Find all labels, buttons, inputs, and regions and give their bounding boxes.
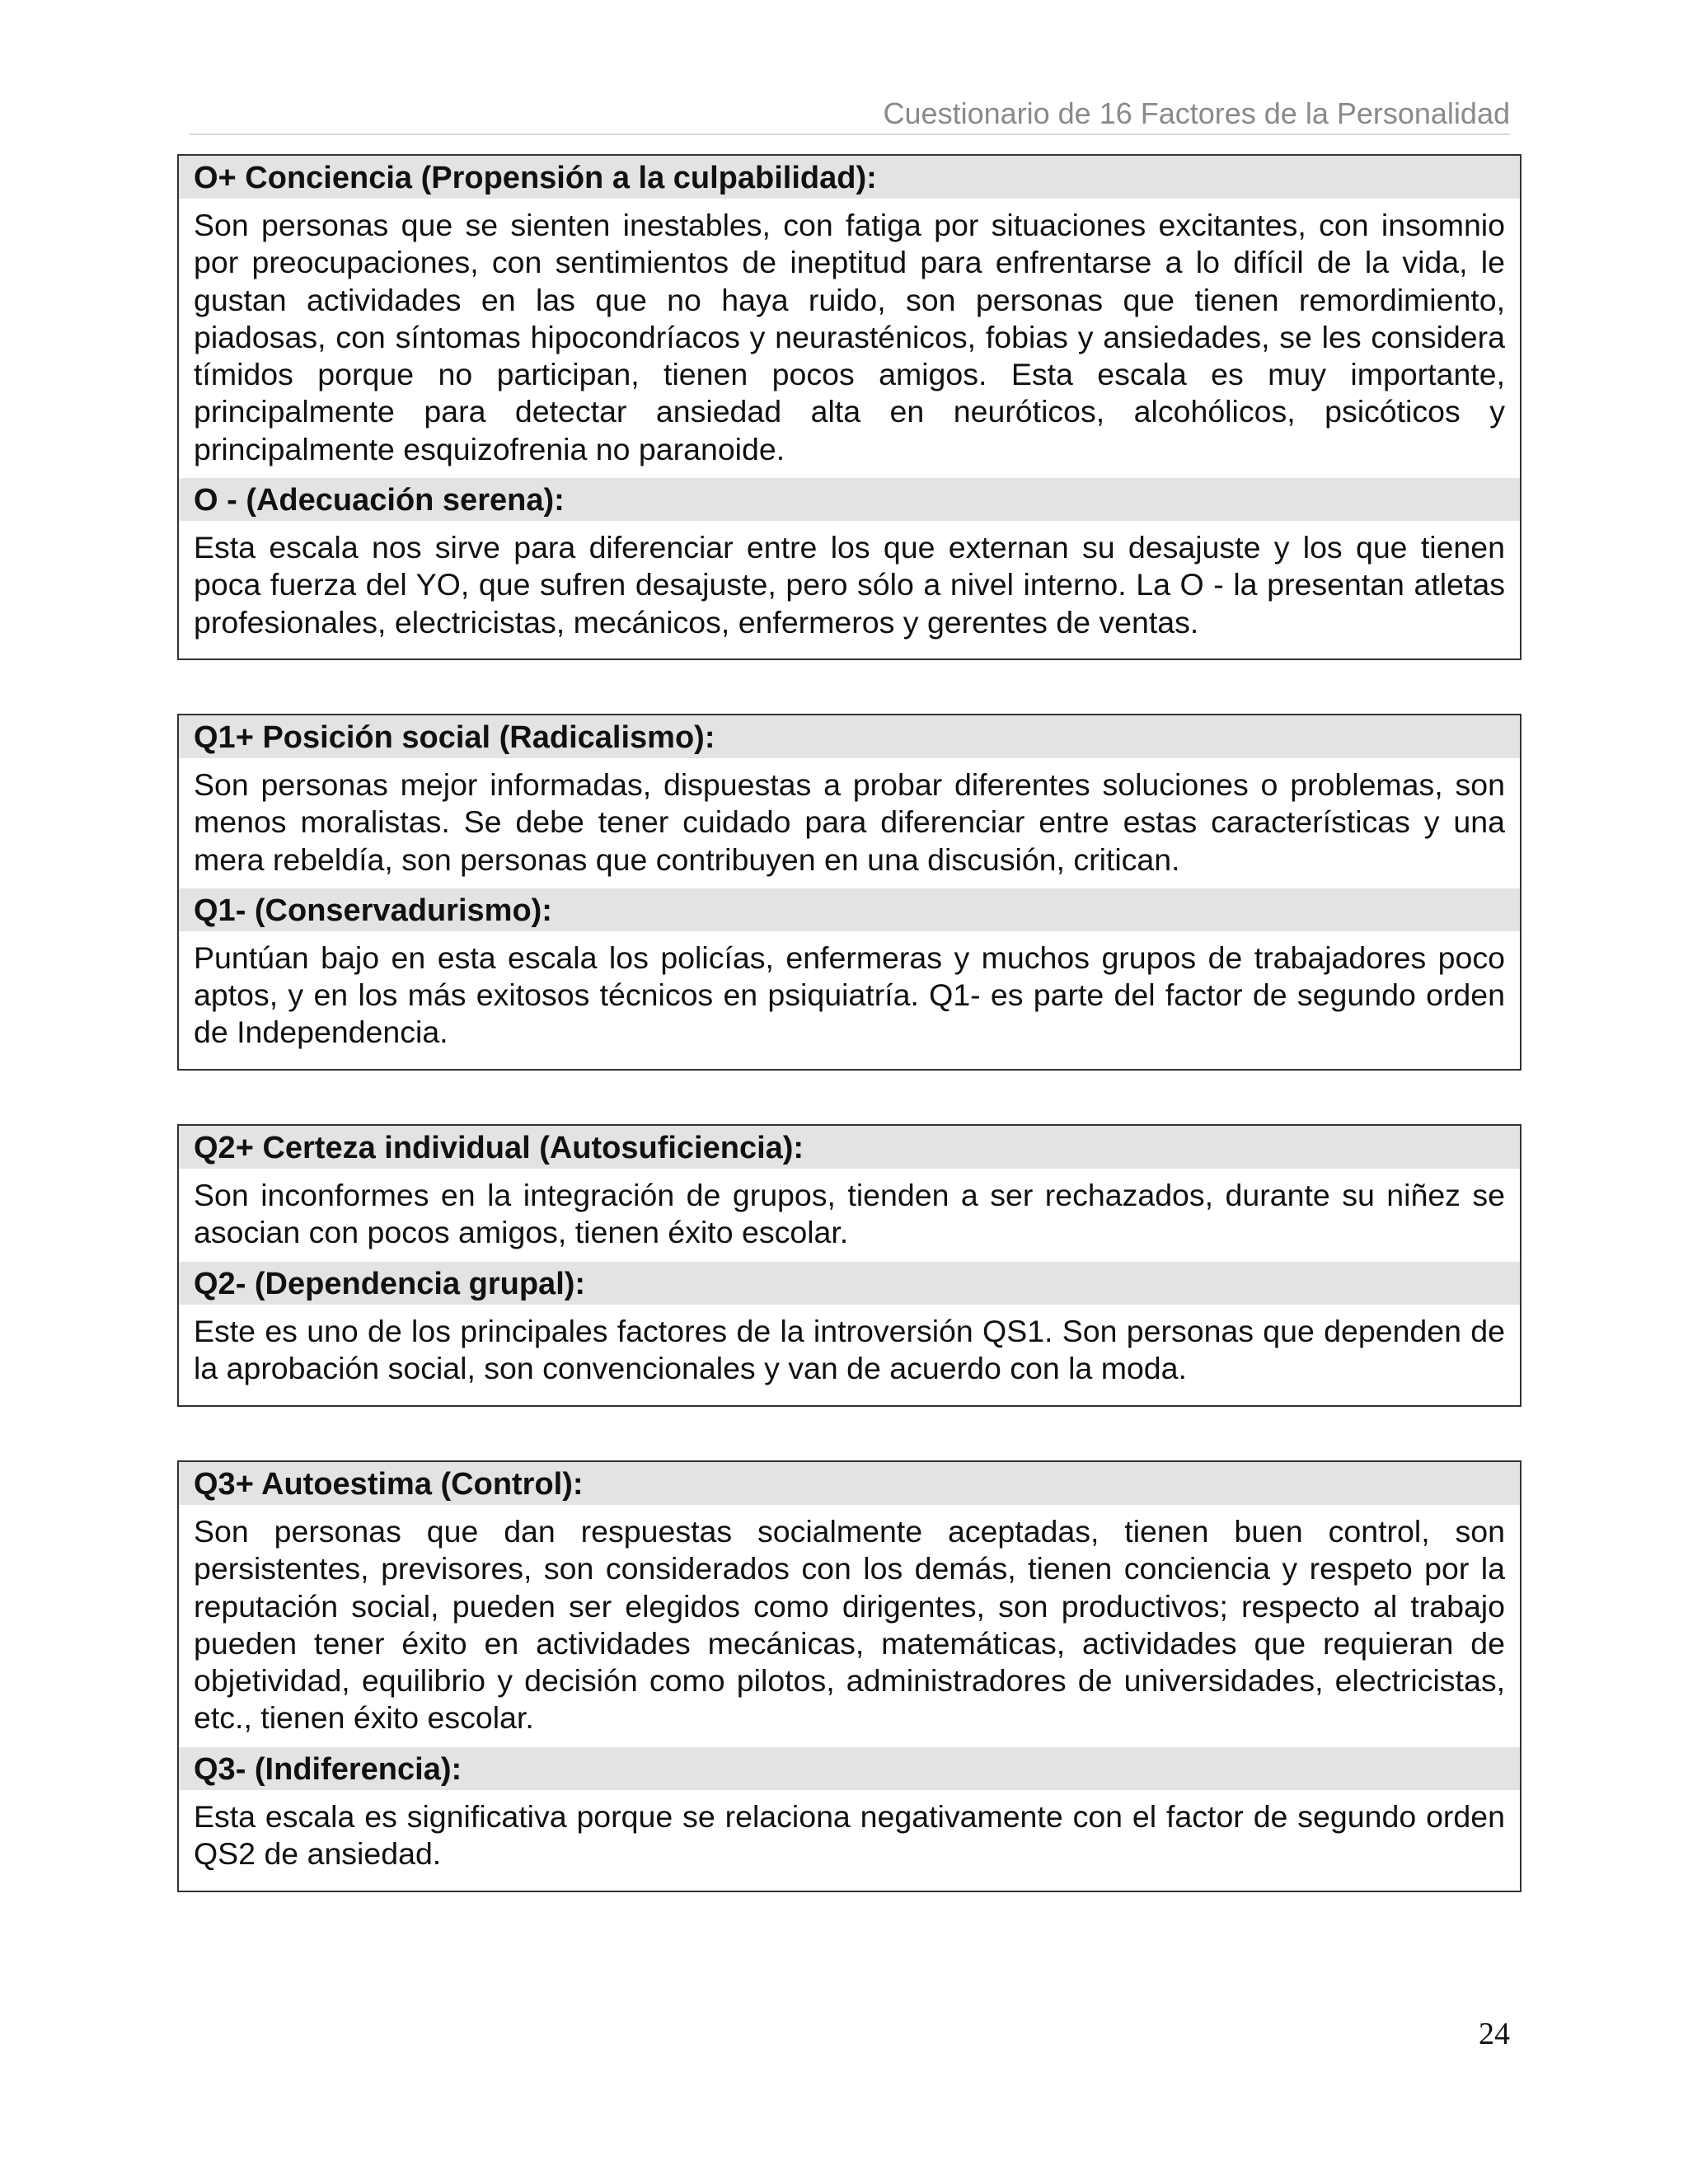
factor-text-q2-high: Son inconformes en la integración de grupos, tienden a ser rechazados, durante su niñez se asocian con pocos amigos, tienen éxito escolar. — [194, 1178, 1505, 1250]
page-number: 24 — [1479, 2017, 1510, 2051]
factor-box-q1 — [177, 714, 1522, 1071]
factor-heading-q1-high: Q1+ Posición social (Radicalismo): — [179, 715, 1520, 758]
factor-heading-q1-low: Q1- (Conservadurismo): — [179, 888, 1520, 931]
factor-text-q3-low: Esta escala es significativa porque se relaciona negativamente con el factor de segundo orden QS2 de ansiedad. — [194, 1798, 1505, 1872]
factor-heading-q2-high: Q2+ Certeza individual (Autosuficiencia): — [179, 1126, 1520, 1169]
factor-text-q1-low: Puntúan bajo en esta escala los policías, enfermeras y muchos grupos de trabajadores poco aptos, y en los más exitosos técnicos en psiquiatría. Q1- es parte del factor de segundo orden de Independencia. — [194, 940, 1505, 1050]
factor-heading-o-high: O+ Conciencia (Propensión a la culpabilidad): — [179, 156, 1520, 199]
factor-heading-q2-low: Q2- (Dependencia grupal): — [179, 1262, 1520, 1305]
factor-box-o — [177, 154, 1522, 660]
factor-box-q3 — [177, 1460, 1522, 1892]
running-header: Cuestionario de 16 Factores de la Personalidad — [883, 96, 1510, 130]
factor-heading-o-low: O - (Adecuación serena): — [179, 478, 1520, 521]
factor-box-q2 — [177, 1124, 1522, 1407]
factor-text-o-low: Esta escala nos sirve para diferenciar entre los que externan su desajuste y los que tienen poca fuerza del YO, que sufren desajuste, pero sólo a nivel interno. La O - la presentan atletas profesionales, electricistas, mecánicos, enfermeros y gerentes de ventas. — [194, 530, 1505, 640]
factor-text-q1-high: Son personas mejor informadas, dispuestas a probar diferentes soluciones o problemas, son menos moralistas. Se debe tener cuidado para diferenciar entre estas características y una mera rebeldía, son personas que contribuyen en una discusión, critican. — [194, 767, 1505, 877]
header-rule — [190, 134, 1510, 135]
factor-text-q3-high: Son personas que dan respuestas socialmente aceptadas, tienen buen control, son persistentes, previsores, son considerados con los demás, tienen conciencia y respeto por la reputación social, pueden ser elegidos como dirigentes, son productivos; respecto al trabajo pueden tener éxito en actividades mecánicas, matemáticas, actividades que requieran de objetividad, equilibrio y decisión como pilotos, administradores de universidades, electricistas, etc., tienen éxito escolar. — [194, 1514, 1505, 1736]
factor-heading-q3-high: Q3+ Autoestima (Control): — [179, 1462, 1520, 1505]
factor-heading-q3-low: Q3- (Indiferencia): — [179, 1747, 1520, 1790]
factor-text-q2-low: Este es uno de los principales factores de la introversión QS1. Son personas que dependen de la aprobación social, son convencionales y van de acuerdo con la moda. — [194, 1313, 1505, 1385]
factor-text-o-high: Son personas que se sienten inestables, con fatiga por situaciones excitantes, con insomnio por preocupaciones, con sentimientos de ineptitud para enfrentarse a lo difícil de la vida, le gustan actividades en las que no haya ruido, son personas que tienen remordimiento, piadosas, con síntomas hipocondríacos y neurasténicos, fobias y ansiedades, se les considera tímidos porque no participan, tienen pocos amigos. Esta escala es muy importante, principalmente para detectar ansiedad alta en neuróticos, alcohólicos, psicóticos y principalmente esquizofrenia no paranoide. — [194, 208, 1505, 466]
